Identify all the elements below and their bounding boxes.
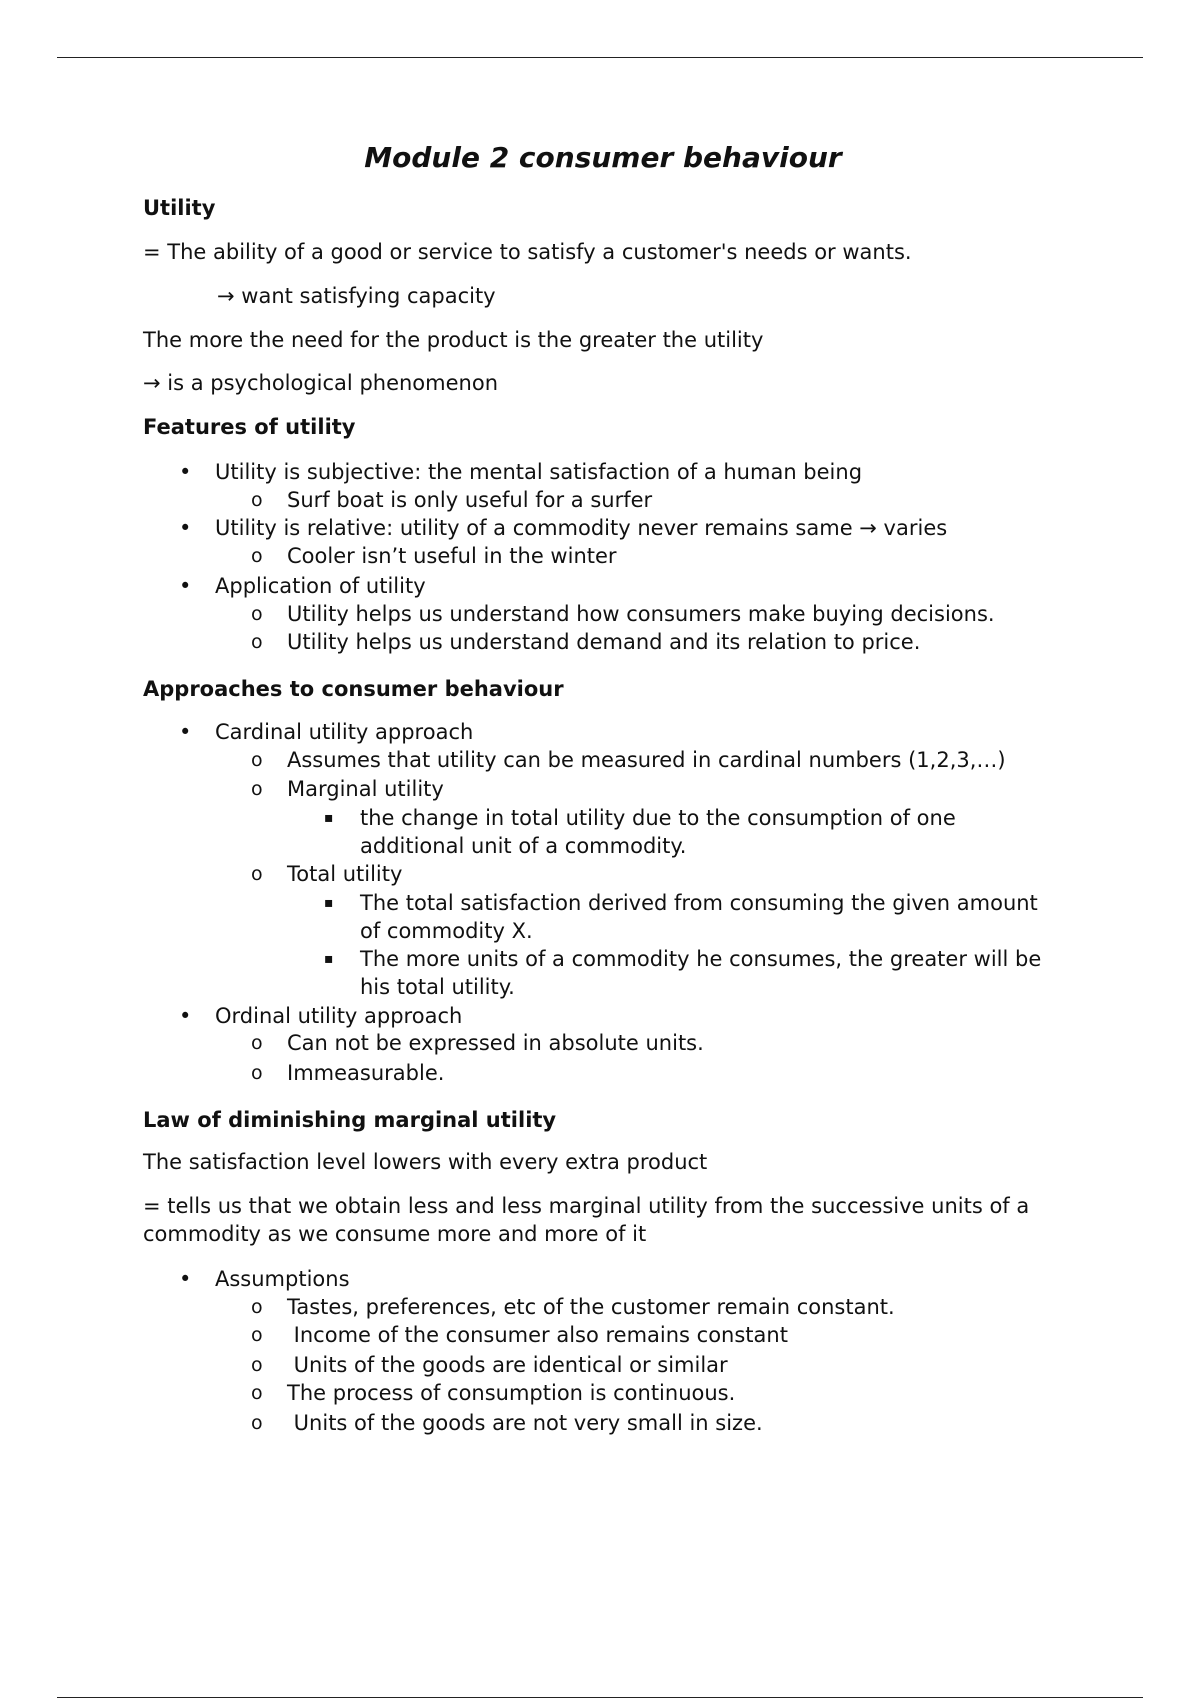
circle-bullet-icon: o <box>251 631 263 653</box>
assumption-item: The process of consumption is continuous. <box>287 1381 736 1405</box>
approaches-heading: Approaches to consumer behaviour <box>143 677 564 701</box>
feature-item: Application of utility <box>215 574 426 598</box>
circle-bullet-icon: o <box>251 863 263 885</box>
bullet-icon: • <box>179 574 192 598</box>
assumption-item: Units of the goods are not very small in size. <box>287 1411 763 1435</box>
circle-bullet-icon: o <box>251 489 263 511</box>
circle-bullet-icon: o <box>251 778 263 800</box>
law-heading: Law of diminishing marginal utility <box>143 1108 557 1132</box>
circle-bullet-icon: o <box>251 1062 263 1084</box>
ordinal-subitem: Immeasurable. <box>287 1061 445 1085</box>
total-utility-note: The more units of a commodity he consumes, the greater will be his total utility. <box>360 947 1042 999</box>
cardinal-approach: Cardinal utility approach <box>215 720 474 744</box>
marginal-utility-label: Marginal utility <box>287 777 444 801</box>
circle-bullet-icon: o <box>251 1354 263 1376</box>
marginal-utility-definition: the change in total utility due to the consumption of one additional unit of a commodity. <box>360 806 956 858</box>
assumption-item: Tastes, preferences, etc of the customer remain constant. <box>287 1295 895 1319</box>
circle-bullet-icon: o <box>251 749 263 771</box>
utility-definition: = The ability of a good or service to satisfy a customer's needs or wants. <box>143 240 912 264</box>
utility-arrow-note: → want satisfying capacity <box>217 284 496 308</box>
total-utility-definition: The total satisfaction derived from consuming the given amount of commodity X. <box>360 891 1038 943</box>
circle-bullet-icon: o <box>251 1382 263 1404</box>
cardinal-assumes: Assumes that utility can be measured in cardinal numbers (1,2,3,…) <box>287 748 1006 772</box>
utility-psych-note: → is a psychological phenomenon <box>143 371 499 395</box>
feature-subitem: Surf boat is only useful for a surfer <box>287 488 653 512</box>
law-definition: = tells us that we obtain less and less marginal utility from the successive units of a commodity as we consume more and more of it <box>143 1194 1030 1246</box>
square-bullet-icon: ▪ <box>324 810 334 826</box>
law-statement: The satisfaction level lowers with every extra product <box>143 1150 708 1174</box>
circle-bullet-icon: o <box>251 545 263 567</box>
utility-statement: The more the need for the product is the greater the utility <box>143 328 764 352</box>
ordinal-approach: Ordinal utility approach <box>215 1004 463 1028</box>
circle-bullet-icon: o <box>251 1324 263 1346</box>
circle-bullet-icon: o <box>251 603 263 625</box>
total-utility-label: Total utility <box>287 862 403 886</box>
header-rule <box>57 57 1143 58</box>
bullet-icon: • <box>179 460 192 484</box>
assumption-item: Units of the goods are identical or similar <box>287 1353 728 1377</box>
assumptions-label: Assumptions <box>215 1267 350 1291</box>
bullet-icon: • <box>179 720 192 744</box>
feature-item: Utility is subjective: the mental satisfaction of a human being <box>215 460 863 484</box>
feature-subitem: Utility helps us understand demand and its relation to price. <box>287 630 921 654</box>
page-title: Module 2 consumer behaviour <box>364 141 842 174</box>
footer-rule <box>57 1697 1143 1698</box>
feature-subitem: Cooler isn’t useful in the winter <box>287 544 617 568</box>
circle-bullet-icon: o <box>251 1032 263 1054</box>
feature-item: Utility is relative: utility of a commodity never remains same → varies <box>215 516 948 540</box>
circle-bullet-icon: o <box>251 1412 263 1434</box>
bullet-icon: • <box>179 1004 192 1028</box>
bullet-icon: • <box>179 516 192 540</box>
utility-heading: Utility <box>143 196 216 220</box>
ordinal-subitem: Can not be expressed in absolute units. <box>287 1031 704 1055</box>
feature-subitem: Utility helps us understand how consumers make buying decisions. <box>287 602 995 626</box>
circle-bullet-icon: o <box>251 1296 263 1318</box>
features-heading: Features of utility <box>143 415 356 439</box>
bullet-icon: • <box>179 1267 192 1291</box>
square-bullet-icon: ▪ <box>324 895 334 911</box>
square-bullet-icon: ▪ <box>324 951 334 967</box>
assumption-item: Income of the consumer also remains constant <box>287 1323 788 1347</box>
